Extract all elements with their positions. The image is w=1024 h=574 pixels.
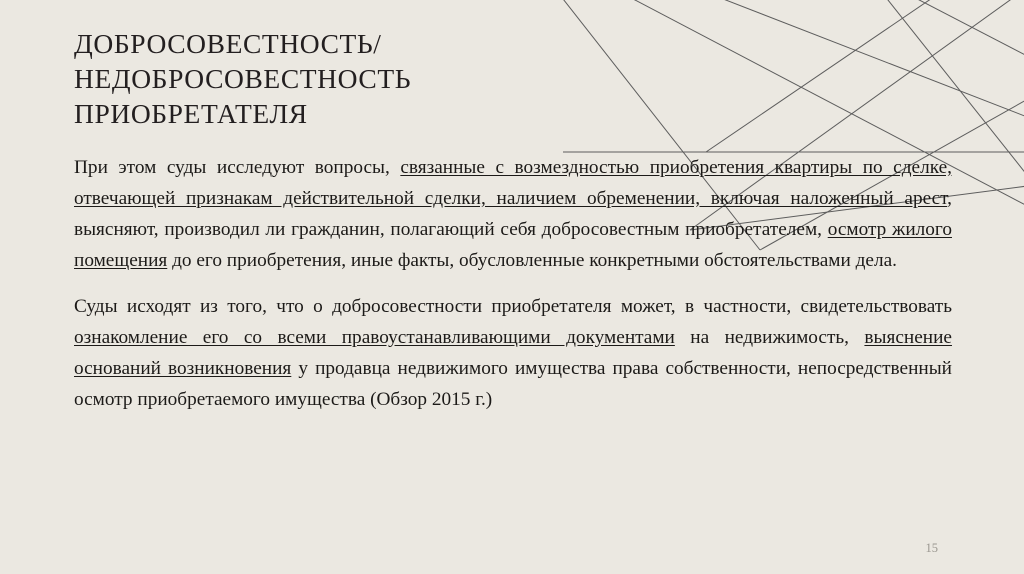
p2-segment-3: на недвижимость, [674,326,865,348]
p1-segment-4-underlined: осмотр жилого помещения [74,219,952,272]
p1-segment-5: до его приобретения, иные факты, обусловленные конкретными обстоятельствами дела. [167,250,897,272]
p2-segment-2-underlined: ознакомление его со всеми правоустанавливающими документами [74,326,675,348]
p2-segment-4-underlined: выяснение оснований возникновения [74,326,952,380]
title-line-2: НЕДОБРОСОВЕСТНОСТЬ [74,63,412,95]
p1-segment-1: При этом суды исследуют вопросы, [74,156,401,178]
title-line-1: ДОБРОСОВЕСТНОСТЬ/ [74,28,382,59]
page-title [74,26,952,132]
page-number: 15 [925,541,938,555]
p2-segment-5: у продавца недвижимого имущества права собственности, непосредственный осмотр приобретаемого имущества (Обзор 2015 г.) [74,358,952,411]
p1-segment-3: , выясняют, производил ли гражданин, полагающий себя добросовестным приобретателем, [74,187,952,241]
paragraph-two [74,291,952,416]
p1-segment-2-underlined: связанные с возмездностью приобретения квартиры по сделке, отвечающей признакам действительной сделки, наличием обременении, включая наложенный арест [74,156,952,209]
p2-segment-1: Суды исходят из того, что о добросовестности приобретателя может, в частности, свидетельствовать [74,295,952,317]
paragraph-one [74,152,952,277]
slide-content [74,26,952,416]
title-line-3: ПРИОБРЕТАТЕЛЯ [74,98,308,130]
